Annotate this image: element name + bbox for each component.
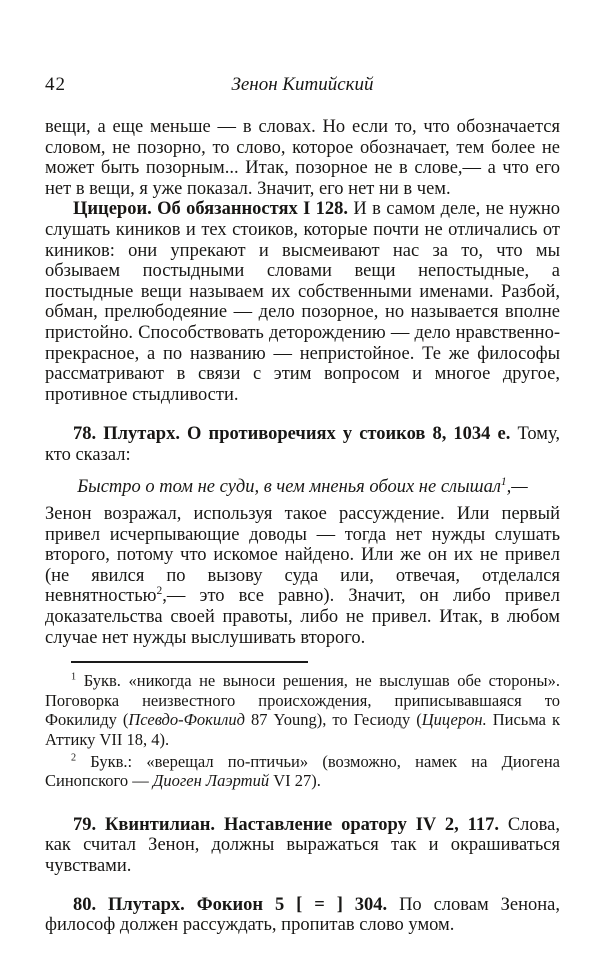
footnote-1-cited-author: Цицерон. — [421, 710, 487, 730]
footnote-2-text: Букв.: «верещал по-птичьи» (возможно, намек на Диогена Синопского — — [45, 751, 560, 791]
item-78-text: Тому, кто сказал: — [45, 424, 560, 465]
footnote-1 — [45, 671, 560, 749]
footnote-divider-rule — [71, 661, 308, 663]
footnote-2-cited-title: Диоген Лаэртий — [152, 771, 270, 791]
running-head — [45, 74, 560, 95]
footnote-2-marker: 2 — [71, 752, 77, 764]
verse-tail: ,— — [506, 476, 528, 497]
item-80-text: По словам Зенона, философ должен рассуждать, пропитав слово умом. — [45, 894, 560, 936]
footnote-1-cited-title: Псевдо-Фокилид — [128, 710, 245, 730]
footnote-2 — [45, 752, 560, 791]
verse-text: Быстро о том не суди, в чем мненья обоих не слышал — [77, 476, 501, 497]
body-text — [45, 117, 560, 936]
zeno-argument-part1: Зенон возражал, используя такое рассуждение. Или первый привел исчерпывающие доводы — тогда нет нужды слушать второго, потому что искомое найдено. Или же он их не привел (не явился по вызову суда или, отвечая, отделался невнятностью — [45, 504, 560, 607]
footnote-1-text: Письма к Аттику VII 18, 4). — [45, 710, 560, 750]
footnote-ref-2: 2 — [156, 585, 163, 598]
footnote-1-text: 87 Young), то Гесиоду ( — [244, 710, 422, 730]
zeno-argument-part2: ,— это все равно). Значит, он либо привел доказательства своей правоты, либо не привел. Итак, в любом случае нет нужды выслушивать второго. — [45, 586, 560, 648]
footnotes-section — [45, 661, 560, 791]
paragraph-zeno-argument — [45, 504, 560, 648]
paragraph-79-quintilian — [45, 815, 560, 877]
page-number: 42 — [45, 74, 66, 95]
item-79-text: Слова, как считал Зенон, должны выражаться так и окрашиваться чувствами. — [45, 814, 560, 876]
verse-quote — [45, 477, 560, 498]
footnote-ref-1: 1 — [500, 475, 507, 488]
item-78-source-lead: 78. Плутарх. О противоречиях у стоиков 8, 1034 е. — [73, 424, 511, 445]
item-79-source-lead: 79. Квинтилиан. Наставление оратору IV 2, 117. — [73, 814, 499, 835]
item-80-source-lead: 80. Плутарх. Фокион 5 [ = ] 304. — [73, 894, 388, 915]
cicero-source-lead: Цицерои. Об обязанностях I 128. — [73, 199, 349, 220]
footnote-1-text: Букв. «никогда не выноси решения, не выслушав обе стороны». Поговорка неизвестного происхождения, приписывавшаяся то Фокилиду ( — [45, 671, 560, 730]
running-title: Зенон Китийский — [231, 74, 374, 95]
cicero-text: И в самом деле, не нужно слушать киников и тех стоиков, которые почти не отличались от киников: они упрекают и высмеивают нас за то, что мы обзываем постыдными словами вещи непостыдные, а постыдные вещи называем их собственными именами. Разбой, обман, прелюбодеяние — дело позорное, но называется вполне пристойно. Способствовать деторождению — дело нравственно-прекрасное, а по названию — непристойное. Те же философы рассматривают в связи с этим вопросом и многое другое, противное стыдливости. — [45, 199, 560, 405]
footnote-1-marker: 1 — [71, 671, 77, 683]
paragraph-80-plutarch — [45, 895, 560, 936]
paragraph-continuation: вещи, а еще меньше — в словах. Но если то, что обозначается словом, не позорно, то слово, которое обозначает, тем более не может быть позорным... Итак, позорное не в слове,— а что его нет в вещи, я уже показал. Значит, его нет ни в чем. — [45, 117, 560, 199]
footnote-2-text: VI 27). — [269, 771, 321, 791]
paragraph-78-plutarch — [45, 424, 560, 465]
paragraph-cicero — [45, 199, 560, 405]
